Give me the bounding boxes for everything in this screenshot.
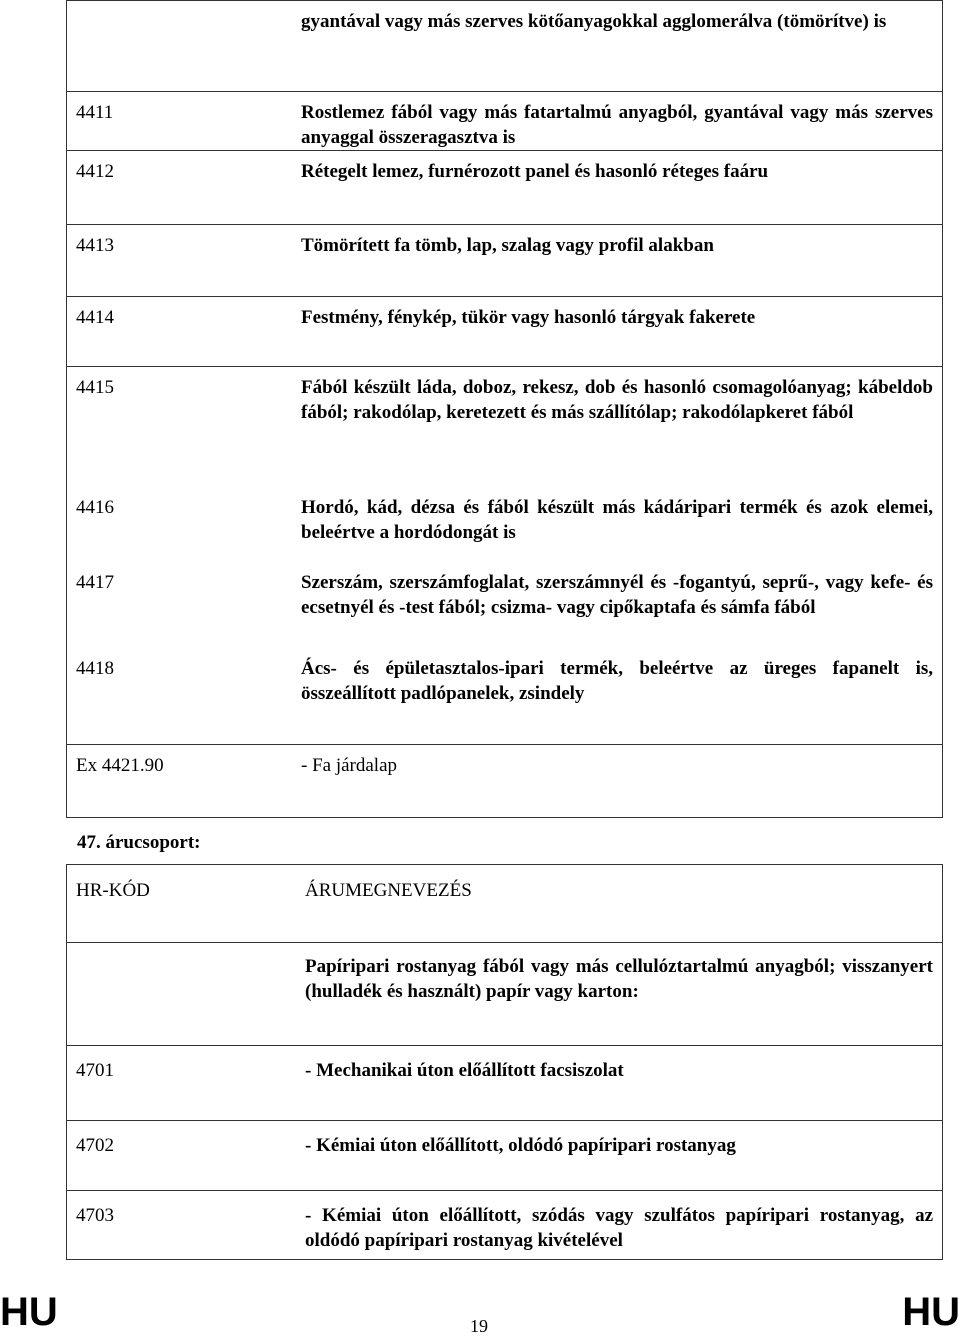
goods-description: Fából készült láda, doboz, rekesz, dob és hasonló csomagolóanyag; kábeldob fából; rakodólap, keretezett és más szállítólap; rakodólapkeret fából bbox=[301, 377, 933, 423]
table-row bbox=[67, 744, 942, 817]
table-row bbox=[67, 91, 942, 150]
goods-description: Szerszám, szerszámfoglalat, szerszámnyél és -fogantyú, seprű-, vagy kefe- és ecsetnyél és -test fából; csizma- vagy cipőkaptafa és sámfa fából bbox=[301, 572, 933, 618]
hs-code: Ex 4421.90 bbox=[76, 755, 164, 776]
hs-code: 4416 bbox=[76, 497, 114, 518]
hs-code: 4414 bbox=[76, 307, 114, 328]
hs-code: 4417 bbox=[76, 572, 114, 593]
goods-description: Rétegelt lemez, furnérozott panel és hasonló réteges faáru bbox=[301, 161, 769, 182]
table-row bbox=[67, 150, 942, 224]
hs-code: 4412 bbox=[76, 161, 114, 182]
goods-description: - Kémiai úton előállított, oldódó papíripari rostanyag bbox=[305, 1135, 736, 1156]
table-row bbox=[67, 1190, 942, 1259]
hs-code: 4702 bbox=[76, 1135, 114, 1156]
goods-description: Festmény, fénykép, tükör vagy hasonló tárgyak fakerete bbox=[301, 307, 756, 328]
goods-description: - Kémiai úton előállított, szódás vagy szulfátos papíripari rostanyag, az oldódó papíripari rostanyag kivételével bbox=[305, 1205, 933, 1251]
table-row bbox=[67, 224, 942, 296]
goods-description: - Fa járdalap bbox=[301, 755, 398, 776]
goods-description: Papíripari rostanyag fából vagy más cellulóztartalmú anyagból; visszanyert (hulladék és használt) papír vagy karton: bbox=[305, 956, 933, 1002]
tariff-table-44 bbox=[66, 0, 943, 818]
hs-code: 4701 bbox=[76, 1060, 114, 1081]
goods-description: - Mechanikai úton előállított facsiszolat bbox=[305, 1060, 624, 1081]
section-heading: 47. árucsoport: bbox=[77, 832, 201, 853]
table-row bbox=[67, 562, 942, 648]
hs-code: 4415 bbox=[76, 377, 114, 398]
table-row bbox=[67, 942, 942, 1045]
header-description: ÁRUMEGNEVEZÉS bbox=[305, 880, 472, 901]
table-row bbox=[67, 1045, 942, 1120]
goods-description: Tömörített fa tömb, lap, szalag vagy profil alakban bbox=[301, 235, 714, 256]
tariff-table-47 bbox=[66, 864, 943, 1260]
table-row bbox=[67, 296, 942, 366]
hs-code: 4411 bbox=[76, 102, 114, 123]
goods-description: gyantával vagy más szerves kötőanyagokkal agglomerálva (tömörítve) is bbox=[301, 11, 887, 32]
table-row bbox=[67, 1, 942, 91]
table-row bbox=[67, 366, 942, 487]
goods-description: Rostlemez fából vagy más fatartalmú anyagból, gyantával vagy más szerves anyaggal összeragasztva is bbox=[301, 102, 933, 148]
footer-country-code-right: HU bbox=[902, 1290, 960, 1334]
table-header-row bbox=[67, 865, 942, 942]
table-row bbox=[67, 1120, 942, 1190]
table-row bbox=[67, 487, 942, 562]
goods-description: Hordó, kád, dézsa és fából készült más kádáripari termék és azok elemei, beleértve a hordódongát is bbox=[301, 497, 933, 543]
goods-description: Ács- és épületasztalos-ipari termék, beleértve az üreges fapanelt is, összeállított padlópanelek, zsindely bbox=[301, 658, 933, 704]
page-number: 19 bbox=[470, 1316, 488, 1336]
hs-code: 4418 bbox=[76, 658, 114, 679]
hs-code: 4413 bbox=[76, 235, 114, 256]
footer-country-code-left: HU bbox=[0, 1290, 58, 1334]
table-row bbox=[67, 648, 942, 744]
hs-code: 4703 bbox=[76, 1205, 114, 1226]
header-hs-code: HR-KÓD bbox=[76, 880, 150, 901]
